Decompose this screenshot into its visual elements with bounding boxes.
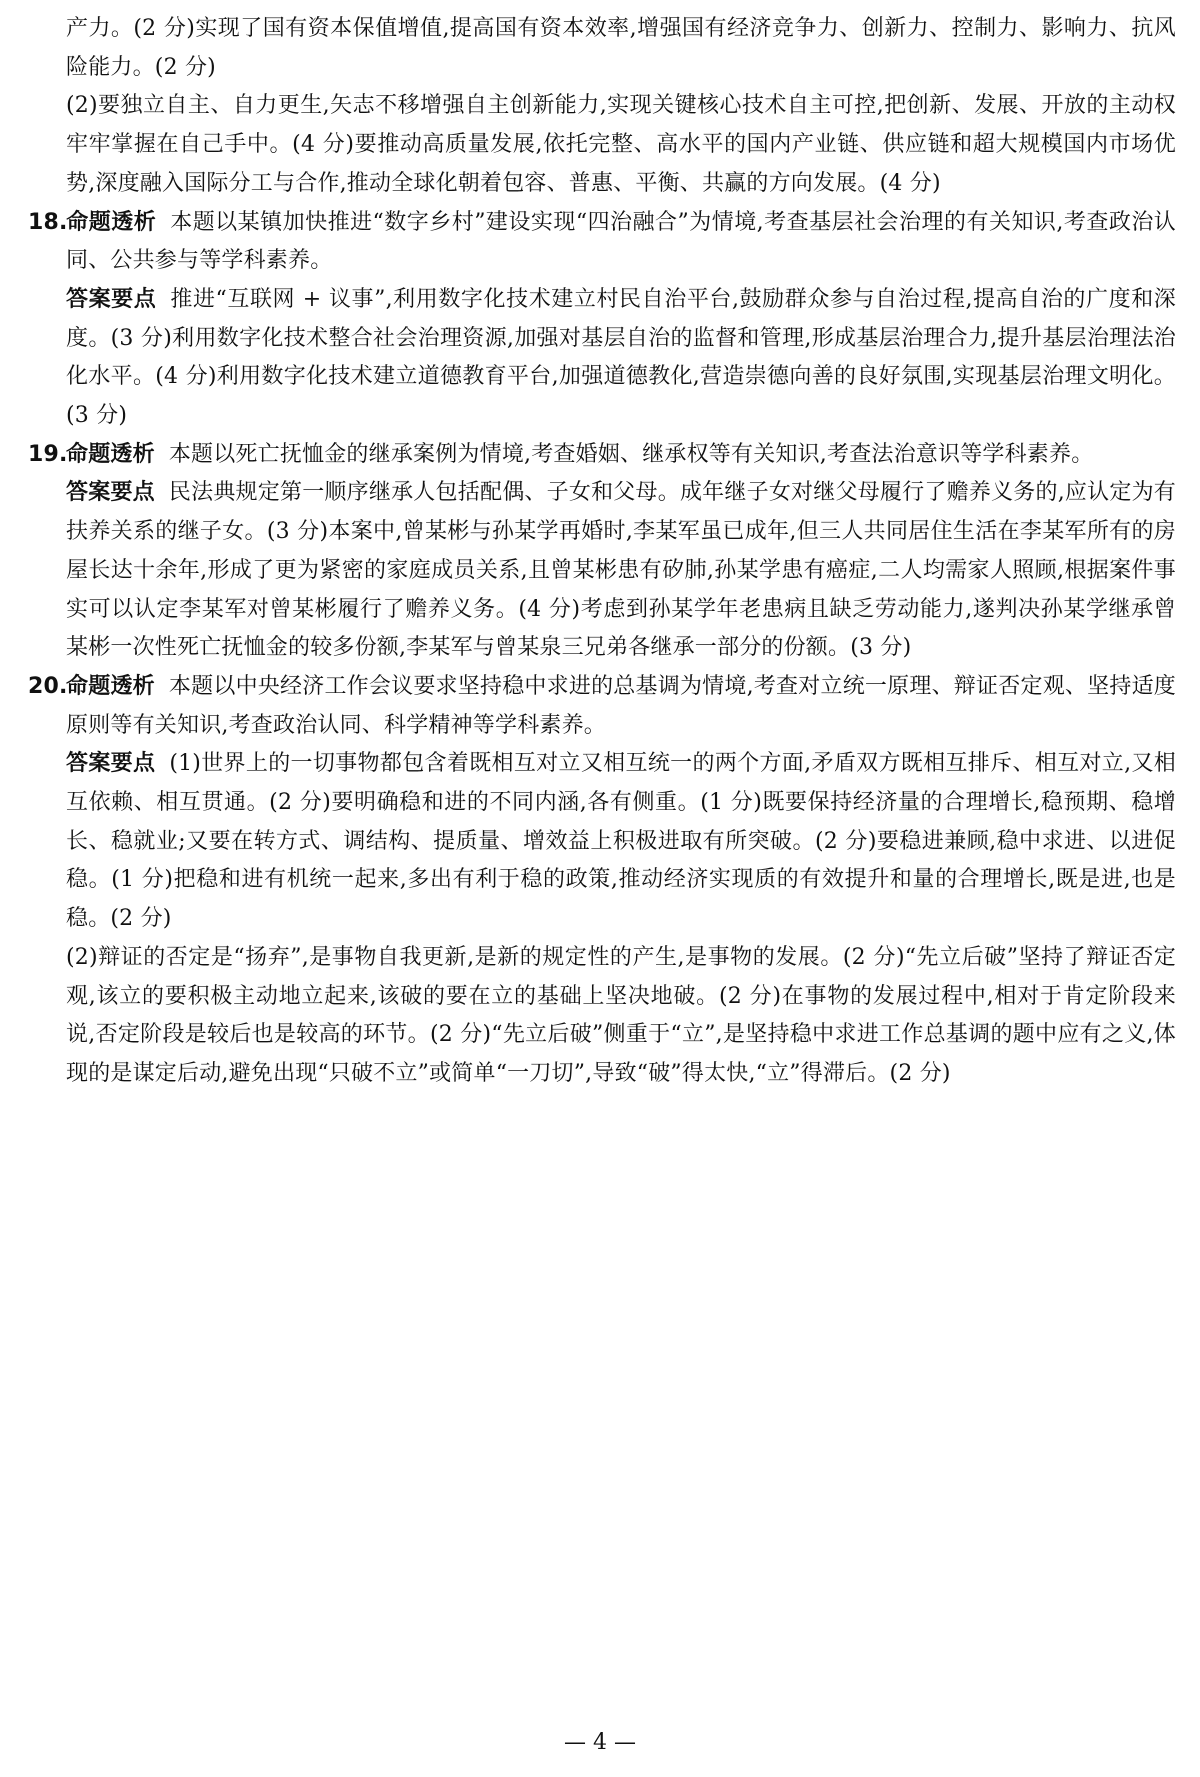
question-19-answer xyxy=(28,474,1176,668)
paragraph-text: 本题以某镇加快推进“数字乡村”建设实现“四治融合”为情境,考查基层社会治理的有关知识,考查政治认同、公共参与等学科素养。 xyxy=(66,209,1177,274)
section-label: 命题透析 xyxy=(66,441,155,467)
section-label: 答案要点 xyxy=(66,286,157,312)
paragraph-text: 推进“互联网 + 议事”,利用数字化技术建立村民自治平台,鼓励群众参与自治过程,提高自治的广度和深度。(3 分)利用数字化技术整合社会治理资源,加强对基层自治的监督和管理,形成基层治理合力,提升基层治理法治化水平。(4 分)利用数字化技术建立道德教育平台,加强道德教化,营造崇德向善的良好氛围,实现基层治理文明化。(3 分) xyxy=(66,286,1176,429)
page-number: — 4 — xyxy=(564,1730,636,1755)
section-label: 命题透析 xyxy=(66,209,157,235)
section-label: 命题透析 xyxy=(66,673,155,699)
question-19-analysis xyxy=(28,436,1176,475)
question-20-analysis xyxy=(28,668,1176,745)
paragraph-text: 产力。(2 分)实现了国有资本保值增值,提高国有资本效率,增强国有经济竞争力、创新力、控制力、影响力、抗风险能力。(2 分) xyxy=(66,16,1176,80)
paragraph-17-1-cont xyxy=(28,10,1176,87)
paragraph-17-2 xyxy=(28,87,1176,203)
paragraph-20-2 xyxy=(28,939,1176,1094)
paragraph-text: (2)辩证的否定是“扬弃”,是事物自我更新,是新的规定性的产生,是事物的发展。(2 分)“先立后破”坚持了辩证否定观,该立的要积极主动地立起来,该破的要在立的基础上坚决地破。(2 分)在事物的发展过程中,相对于肯定阶段来说,否定阶段是较后也是较高的环节。(2 分)“先立后破”侧重于“立”,是坚持稳中求进工作总基调的题中应有之义,体现的是谋定后动,避免出现“只破不立”或简单“一刀切”,导致“破”得太快,“立”得滞后。(2 分) xyxy=(66,944,1176,1086)
section-label: 答案要点 xyxy=(66,751,156,777)
question-number: 19. xyxy=(28,441,68,467)
question-number: 20. xyxy=(28,673,68,699)
question-18-analysis xyxy=(28,204,1176,281)
paragraph-text: (1)世界上的一切事物都包含着既相互对立又相互统一的两个方面,矛盾双方既相互排斥、相互对立,又相互依赖、相互贯通。(2 分)要明确稳和进的不同内涵,各有侧重。(1 分)既要保持经济量的合理增长,稳预期、稳增长、稳就业;又要在转方式、调结构、提质量、增效益上积极进取有所突破。(2 分)要稳进兼顾,稳中求进、以进促稳。(1 分)把稳和进有机统一起来,多出有利于稳的政策,推动经济实现质的有效提升和量的合理增长,既是进,也是稳。(2 分) xyxy=(66,751,1176,932)
paragraph-text: (2)要独立自主、自力更生,矢志不移增强自主创新能力,实现关键核心技术自主可控,把创新、发展、开放的主动权牢牢掌握在自己手中。(4 分)要推动高质量发展,依托完整、高水平的国内产业链、供应链和超大规模国内市场优势,深度融入国际分工与合作,推动全球化朝着包容、普惠、平衡、共赢的方向发展。(4 分) xyxy=(66,93,1176,196)
question-20-answer xyxy=(28,745,1176,939)
question-18-answer xyxy=(28,281,1176,436)
section-label: 答案要点 xyxy=(66,480,155,506)
paragraph-text: 民法典规定第一顺序继承人包括配偶、子女和父母。成年继子女对继父母履行了赡养义务的,应认定为有扶养关系的继子女。(3 分)本案中,曾某彬与孙某学再婚时,李某军虽已成年,但三人共同居住生活在李某军所有的房屋长达十余年,形成了更为紧密的家庭成员关系,且曾某彬患有矽肺,孙某学患有癌症,二人均需家人照顾,根据案件事实可以认定李某军对曾某彬履行了赡养义务。(4 分)考虑到孙某学年老患病且缺乏劳动能力,遂判决孙某学继承曾某彬一次性死亡抚恤金的较多份额,李某军与曾某泉三兄弟各继承一部分的份额。(3 分) xyxy=(66,480,1176,661)
answer-content xyxy=(28,10,1176,1094)
paragraph-text: 本题以中央经济工作会议要求坚持稳中求进的总基调为情境,考查对立统一原理、辩证否定观、坚持适度原则等有关知识,考查政治认同、科学精神等学科素养。 xyxy=(66,673,1176,738)
question-number: 18. xyxy=(28,209,68,235)
paragraph-text: 本题以死亡抚恤金的继承案例为情境,考查婚姻、继承权等有关知识,考查法治意识等学科素养。 xyxy=(168,441,1094,467)
